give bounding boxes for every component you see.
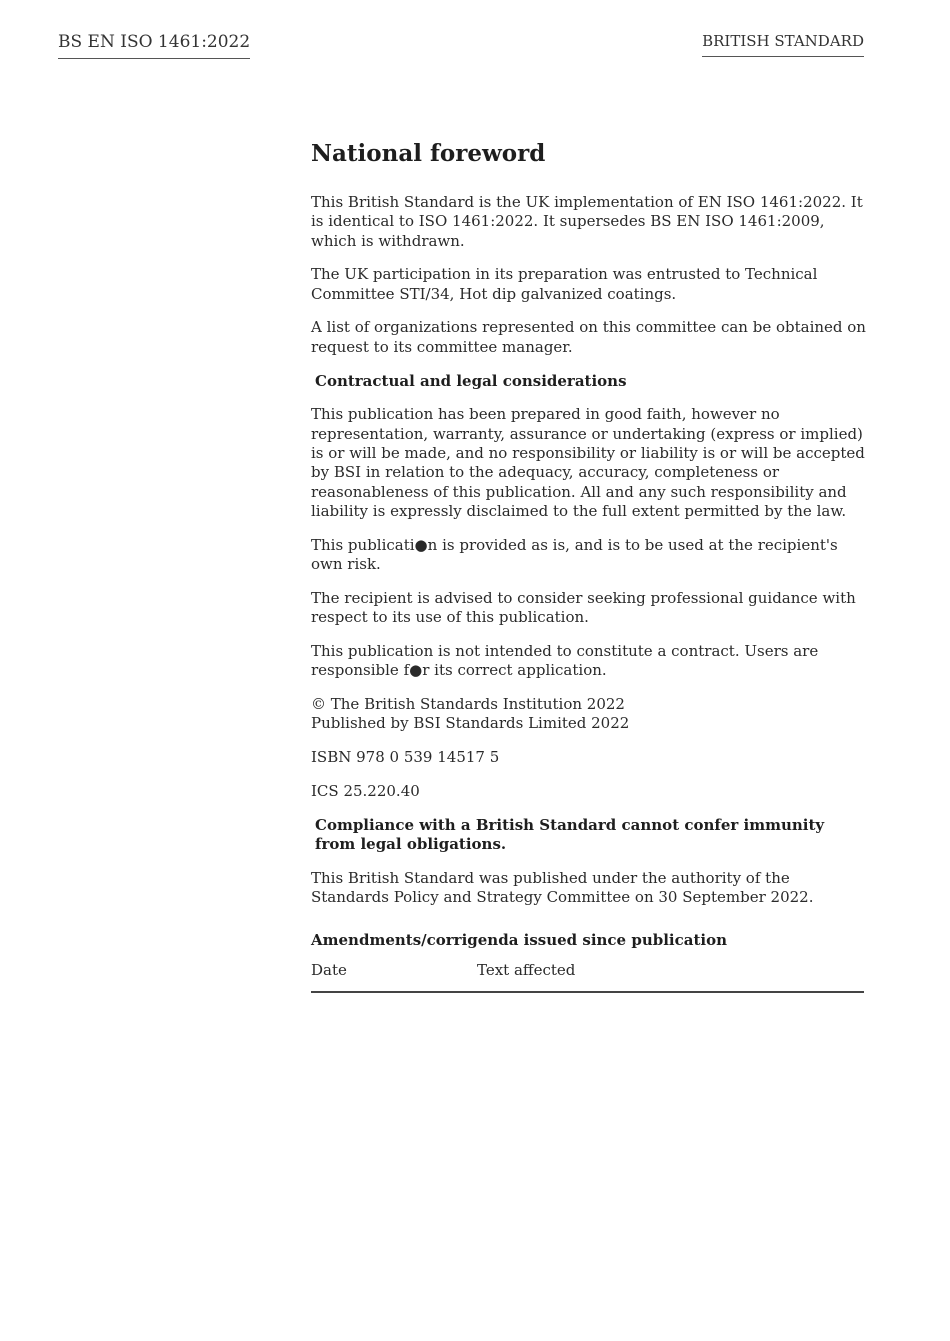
paragraph-not-contract: This publication is not intended to constitute a contract. Users are responsible f●r its correct application. xyxy=(311,641,819,680)
paragraph-implementation: This British Standard is the UK implementation of EN ISO 1461:2022. It is identical to ISO 1461:2022. It supersedes BS EN ISO 1461:2009, which is withdrawn. xyxy=(311,193,863,250)
paragraph-authority: This British Standard was published under the authority of the Standards Policy and Strategy Committee on 30 September 2022. xyxy=(311,868,814,907)
column-text-affected: Text affected xyxy=(477,960,576,979)
series-label: BRITISH STANDARD xyxy=(702,32,864,57)
copyright-block xyxy=(311,695,867,734)
amendments-table-header xyxy=(311,961,864,993)
amendments-heading: Amendments/corrigenda issued since publication xyxy=(311,931,727,950)
paragraph-guidance: The recipient is advised to consider seeking professional guidance with respect to its use of this publication. xyxy=(311,588,856,627)
contractual-heading: Contractual and legal considerations xyxy=(315,371,627,390)
compliance-heading: Compliance with a British Standard cannot confer immunity from legal obligations. xyxy=(315,815,825,853)
paragraph-committee: The UK participation in its preparation was entrusted to Technical Committee STI/34, Hot dip galvanized coatings. xyxy=(311,265,818,303)
paragraph-organizations: A list of organizations represented on this committee can be obtained on request to its committee manager. xyxy=(311,318,866,356)
paragraph-own-risk: This publicati●n is provided as is, and is to be used at the recipient's own risk. xyxy=(311,535,838,573)
foreword-content xyxy=(311,138,867,993)
column-date: Date xyxy=(311,960,347,979)
ics-code: ICS 25.220.40 xyxy=(311,781,420,800)
isbn: ISBN 978 0 539 14517 5 xyxy=(311,748,500,767)
publisher-line: Published by BSI Standards Limited 2022 xyxy=(311,714,630,733)
page-title: National foreword xyxy=(311,140,546,167)
copyright-line: © The British Standards Institution 2022 xyxy=(311,694,625,713)
paragraph-disclaimer: This publication has been prepared in good faith, however no representation, warranty, assurance or undertaking (express or implied) is or will be made, and no responsibility or liability is or will be accepted by BSI in relation to the adequacy, accuracy, completeness or reasonableness of this publication. All and any such responsibility and liability is expressly disclaimed to the full extent permitted by the law. xyxy=(311,405,865,520)
document-id: BS EN ISO 1461:2022 xyxy=(58,32,250,59)
